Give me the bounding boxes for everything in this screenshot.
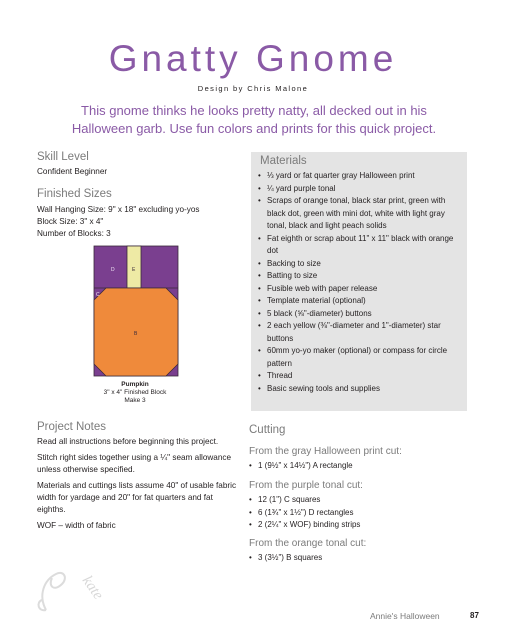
- materials-item: • Scraps of orange tonal, black star print, green with black dot, green with mini dot, white with light gray tonal, black and light peach solids: [258, 195, 462, 233]
- skill-level-value: Confident Beginner: [37, 167, 108, 176]
- block-caption-size: 3" x 4" Finished Block: [103, 389, 167, 396]
- notes-paragraph: Stitch right sides together using a ¼" seam allowance unless otherwise specified.: [37, 453, 232, 474]
- block-label-e: E: [132, 267, 136, 273]
- block-label-d: D: [111, 267, 115, 273]
- cutting-purple-list: [249, 494, 469, 532]
- cutting-orange-heading: From the orange tonal cut:: [249, 538, 367, 549]
- materials-item: • Backing to size: [258, 258, 462, 271]
- notes-paragraph: Materials and cuttings lists assume 40" of usable fabric width for yardage and 20" for fat quarters and fat eighths.: [37, 481, 237, 514]
- designer-byline: Design by Chris Malone: [197, 84, 309, 93]
- cutting-heading: Cutting: [249, 424, 286, 436]
- materials-item: • ¼ yard purple tonal: [258, 183, 462, 196]
- pumpkin-block-diagram: [93, 245, 179, 377]
- cutting-item: • 12 (1") C squares: [249, 494, 469, 507]
- project-notes-heading: Project Notes: [37, 421, 107, 433]
- notes-paragraph: WOF – width of fabric: [37, 521, 116, 530]
- watermark-text: kate: [78, 573, 107, 603]
- finished-size-line: Number of Blocks: 3: [37, 229, 111, 238]
- cutting-purple-heading: From the purple tonal cut:: [249, 480, 363, 491]
- materials-item: • 5 black (⅝"-diameter) buttons: [258, 308, 462, 321]
- cutting-orange-list: [249, 552, 469, 565]
- materials-item: • Basic sewing tools and supplies: [258, 383, 462, 396]
- materials-item: • ⅓ yard or fat quarter gray Halloween print: [258, 170, 462, 183]
- cutting-gray-heading: From the gray Halloween print cut:: [249, 446, 402, 457]
- materials-list: [258, 170, 462, 395]
- materials-item: • Template material (optional): [258, 295, 462, 308]
- materials-item: • 60mm yo-yo maker (optional) or compass for circle pattern: [258, 345, 462, 370]
- block-label-b: B: [134, 331, 138, 337]
- block-caption-quantity: Make 3: [124, 397, 146, 404]
- block-caption-title: Pumpkin: [121, 381, 149, 388]
- notes-paragraph: Read all instructions before beginning this project.: [37, 437, 219, 446]
- finished-sizes-heading: Finished Sizes: [37, 188, 112, 200]
- materials-item: • 2 each yellow (⅜"-diameter and 1"-diameter) star buttons: [258, 320, 462, 345]
- cutting-gray-list: [249, 460, 469, 473]
- page-number: 87: [470, 611, 479, 620]
- materials-heading: Materials: [260, 155, 307, 167]
- cutting-item: • 6 (1¾" x 1½") D rectangles: [249, 507, 469, 520]
- intro-paragraph: This gnome thinks he looks pretty natty, all decked out in his Halloween garb. Use fun colors and prints for this quick project.: [71, 103, 437, 136]
- skill-level-heading: Skill Level: [37, 151, 89, 163]
- materials-item: • Batting to size: [258, 270, 462, 283]
- materials-item: • Fat eighth or scrap about 11" x 11" black with orange dot: [258, 233, 462, 258]
- cutting-item: • 1 (9½" x 14½") A rectangle: [249, 460, 469, 473]
- materials-item: • Thread: [258, 370, 462, 383]
- page-title: Gnatty Gnome: [108, 38, 398, 79]
- finished-size-line: Wall Hanging Size: 9" x 18" excluding yo-yos: [37, 205, 200, 214]
- cutting-item: • 3 (3½") B squares: [249, 552, 469, 565]
- cutting-item: • 2 (2¼" x WOF) binding strips: [249, 519, 469, 532]
- kate-watermark-logo: [34, 540, 134, 620]
- finished-size-line: Block Size: 3" x 4": [37, 217, 104, 226]
- materials-item: • Fusible web with paper release: [258, 283, 462, 296]
- footer-publication-title: Annie's Halloween: [370, 611, 440, 621]
- block-label-c: C: [96, 292, 100, 298]
